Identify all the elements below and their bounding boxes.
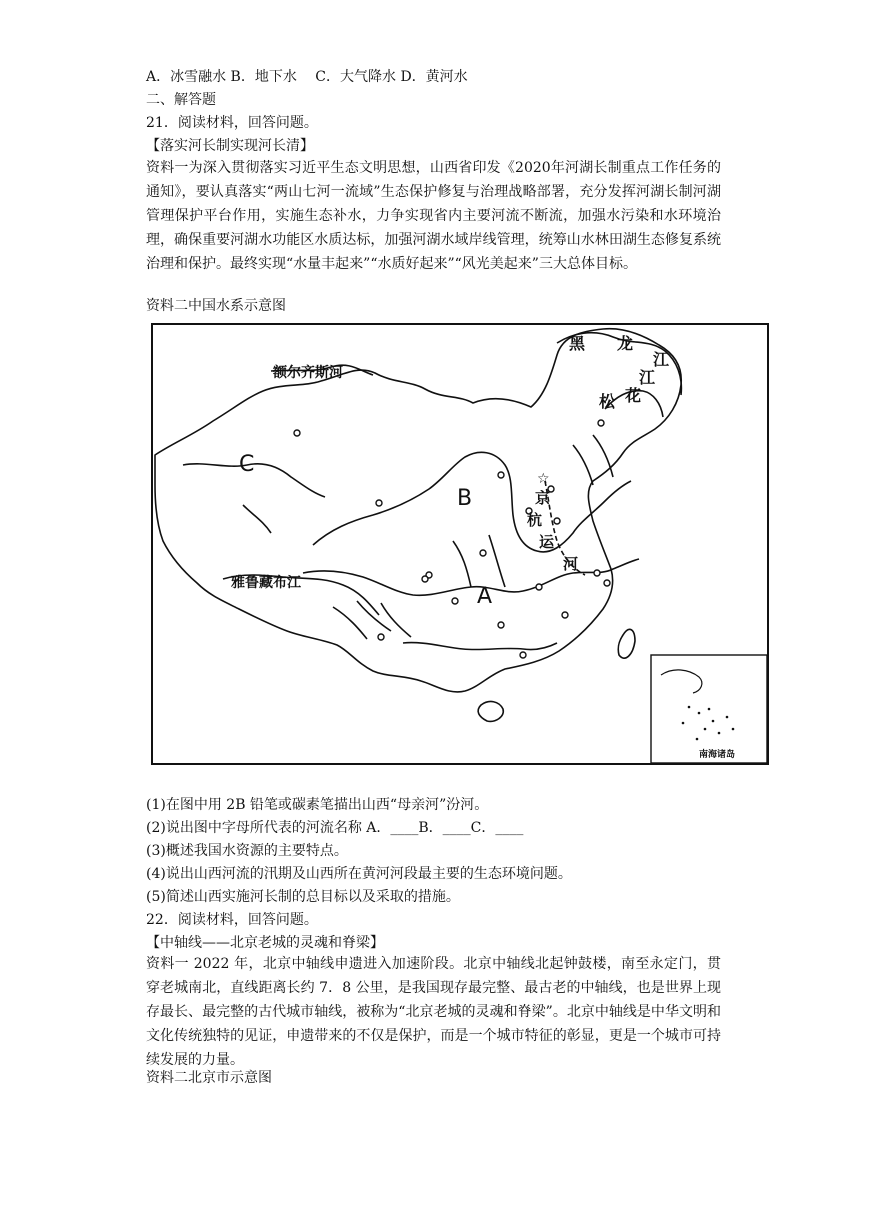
q21-sub3: (3)概述我国水资源的主要特点。 bbox=[146, 843, 348, 859]
label-jiang-2: 江 bbox=[639, 368, 656, 387]
q21-intro: 21．阅读材料，回答问题。 bbox=[146, 115, 318, 131]
label-yun: 运 bbox=[539, 533, 555, 551]
q21-sub1: (1)在图中用 2B 铅笔或碳素笔描出山西“母亲河”汾河。 bbox=[146, 797, 489, 813]
inset-label: 南海诸岛 bbox=[699, 750, 736, 760]
q21-material-1: 资料一为深入贯彻落实习近平生态文明思想，山西省印发《2020年河湖长制重点工作任务的通知》，要认真落实“两山七河一流域”生态保护修复与治理战略部署，充分发挥河湖长制河湖管理保护平台作用，实施生态补水，力争实现省内主要河流不断流，加强水污染和水环境治理，确保重要河湖水功能区水质达标，加强河湖水域岸线管理，统筹山水林田湖生态修复系统治理和保护。最终实现“水量丰起来”“水质好起来”“风光美起来”三大总体目标。 bbox=[146, 160, 721, 272]
section-heading: 二、解答题 bbox=[146, 92, 216, 108]
q22-material-2: 资料二北京市示意图 bbox=[146, 1070, 272, 1086]
label-a: A bbox=[477, 584, 493, 609]
label-he: 河 bbox=[563, 555, 579, 573]
label-jiang-1: 江 bbox=[653, 350, 670, 369]
label-jing: 京 bbox=[535, 489, 551, 507]
label-hua: 花 bbox=[625, 386, 642, 405]
beijing-star-icon: ☆ bbox=[537, 471, 550, 487]
label-long: 龙 bbox=[617, 334, 634, 353]
country-outline bbox=[155, 329, 681, 692]
label-irtysh: 额尔齐斯河 bbox=[273, 365, 343, 381]
label-b: B bbox=[457, 486, 473, 511]
label-yarlung: 雅鲁藏布江 bbox=[231, 575, 301, 591]
q21-sub2: (2)说出图中字母所代表的河流名称 A．____B．____C．____ bbox=[146, 820, 524, 836]
pearl-river bbox=[403, 643, 557, 650]
taiwan-island bbox=[618, 629, 635, 658]
south-china-sea-inset bbox=[651, 655, 767, 763]
q21-sub4: (4)说出山西河流的汛期及山西所在黄河河段最主要的生态环境问题。 bbox=[146, 866, 572, 882]
label-song: 松 bbox=[599, 392, 616, 411]
label-hang: 杭 bbox=[527, 511, 543, 529]
china-river-map bbox=[151, 323, 769, 765]
q20-options: A．冰雪融水 B．地下水 C．大气降水 D．黄河水 bbox=[146, 69, 468, 85]
q22-material-1: 资料一 2022 年，北京中轴线申遗进入加速阶段。北京中轴线北起钟鼓楼，南至永定门，贯穿老城南北，直线距离长约 7．8 公里，是我国现存最完整、最古老的中轴线，也是世界上现存最长、最完整的古代城市轴线，被称为“北京老城的灵魂和脊梁”。北京中轴线是中华文明和文化传统独特的见证，申遗带来的不仅是保护，而是一个城市特征的彰显，更是一个城市可持续发展的力量。 bbox=[146, 956, 721, 1068]
hainan-island bbox=[478, 702, 503, 722]
q22-title: 【中轴线——北京老城的灵魂和脊梁】 bbox=[146, 935, 384, 951]
q21-title: 【落实河长制实现河长清】 bbox=[146, 138, 314, 154]
q21-sub5: (5)简述山西实施河长制的总目标以及采取的措施。 bbox=[146, 889, 460, 905]
map-svg bbox=[153, 325, 767, 763]
label-c: C bbox=[239, 452, 255, 477]
q22-intro: 22．阅读材料，回答问题。 bbox=[146, 912, 318, 928]
q21-material-2: 资料二中国水系示意图 bbox=[146, 298, 286, 314]
label-hei: 黑 bbox=[569, 334, 586, 353]
